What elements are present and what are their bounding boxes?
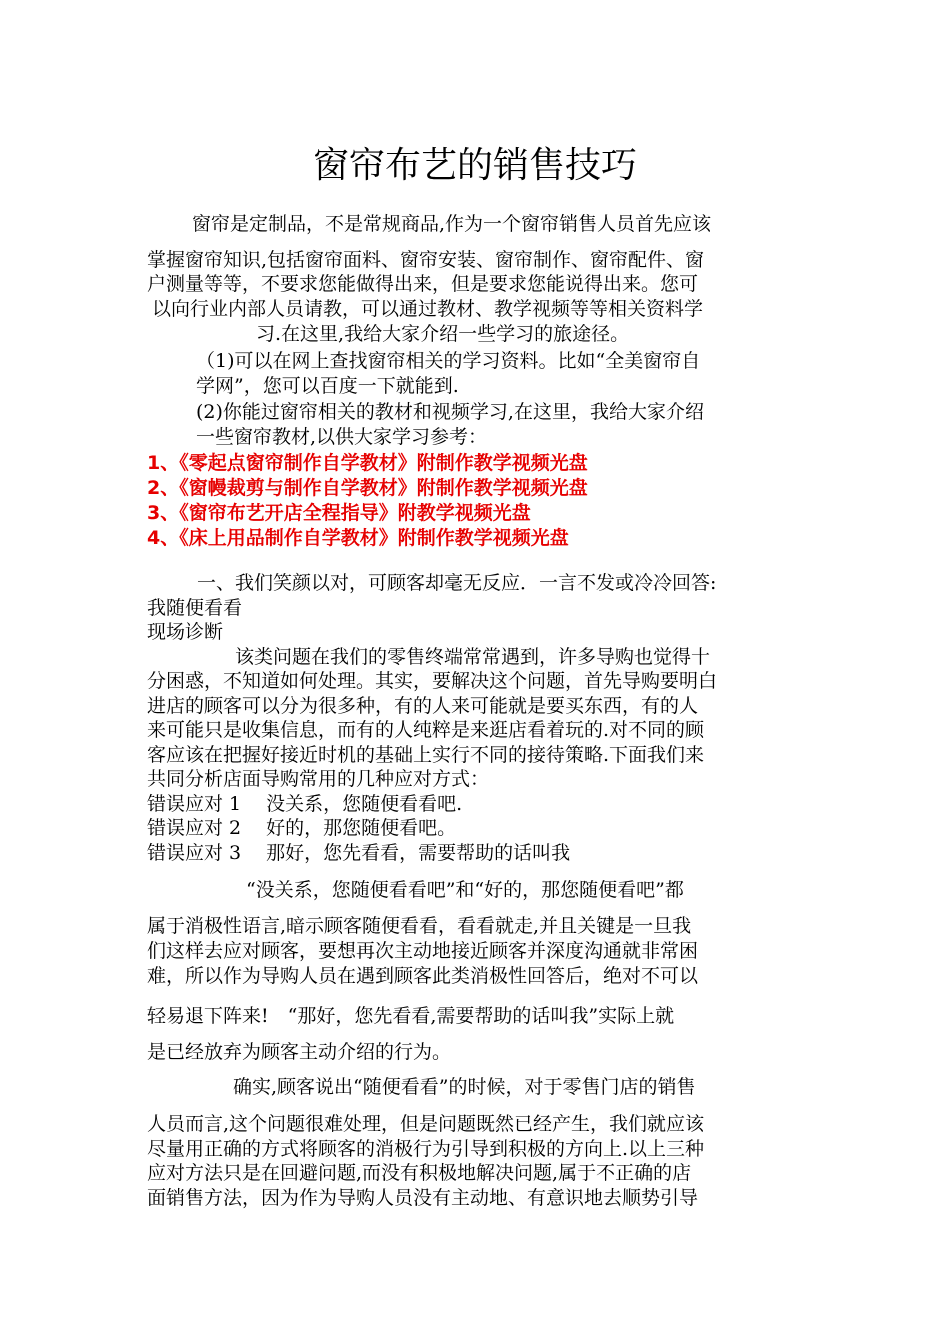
intro-line: 掌握窗帘知识,包括窗帘面料、窗帘安装、窗帘制作、窗帘配件、窗 <box>147 249 705 271</box>
book-item: 2、《窗幔裁剪与制作自学教材》附制作教学视频光盘 <box>147 477 588 499</box>
conclusion-line: 确实,顾客说出“随便看看”的时候，对于零售门店的销售 <box>233 1076 696 1098</box>
method-line: 学网”，您可以百度一下就能到. <box>196 375 459 397</box>
analysis-line: 属于消极性语言,暗示顾客随便看看，看看就走,并且关键是一旦我 <box>147 915 692 937</box>
book-item: 1、《零起点窗帘制作自学教材》附制作教学视频光盘 <box>147 452 588 474</box>
method-line: （1)可以在网上查找窗帘相关的学习资料。比如“全美窗帘自 <box>196 350 701 372</box>
section1-line: 错误应对 3 那好，您先看看，需要帮助的话叫我 <box>147 842 571 864</box>
conclusion-line: 面销售方法，因为作为导购人员没有主动地、有意识地去顺势引导 <box>147 1187 699 1209</box>
conclusion-line: 人员而言,这个问题很难处理，但是问题既然已经产生，我们就应该 <box>147 1113 705 1135</box>
method-line: 一些窗帘教材,以供大家学习参考： <box>196 426 488 448</box>
analysis-line: 们这样去应对顾客，要想再次主动地接近顾客并深度沟通就非常困 <box>147 940 699 962</box>
intro-line: 窗帘是定制品，不是常规商品,作为一个窗帘销售人员首先应该 <box>192 213 712 235</box>
analysis-line: 是已经放弃为顾客主动介绍的行为。 <box>147 1041 452 1063</box>
section1-line: 该类问题在我们的零售终端常常遇到，许多导购也觉得十 <box>235 646 711 668</box>
section1-line: 共同分析店面导购常用的几种应对方式： <box>147 768 490 790</box>
conclusion-line: 尽量用正确的方式将顾客的消极行为引导到积极的方向上.以上三种 <box>147 1138 705 1160</box>
book-item: 4、《床上用品制作自学教材》附制作教学视频光盘 <box>147 527 569 549</box>
analysis-line: “没关系，您随便看看吧”和“好的，那您随便看吧”都 <box>246 879 684 901</box>
section1-line: 错误应对 2 好的，那您随便看吧。 <box>147 817 457 839</box>
analysis-line: 轻易退下阵来! “那好，您先看看,需要帮助的话叫我”实际上就 <box>147 1005 675 1027</box>
section1-line: 现场诊断 <box>147 621 224 643</box>
document-title: 窗帘布艺的销售技巧 <box>312 145 637 186</box>
book-item: 3、《窗帘布艺开店全程指导》附教学视频光盘 <box>147 502 531 524</box>
section1-line: 客应该在把握好接近时机的基础上实行不同的接待策略.下面我们来 <box>147 744 705 766</box>
section1-line: 分困惑，不知道如何处理。其实，要解决这个问题，首先导购要明白 <box>147 670 718 692</box>
intro-line: 习.在这里,我给大家介绍一些学习的旅途径。 <box>256 323 630 345</box>
section1-line: 我随便看看 <box>147 597 243 619</box>
section1-line: 错误应对 1 没关系，您随便看看吧. <box>147 793 463 815</box>
method-line: (2)你能过窗帘相关的教材和视频学习,在这里，我给大家介绍 <box>196 401 704 423</box>
intro-line: 以向行业内部人员请教，可以通过教材、教学视频等等相关资料学 <box>152 298 704 320</box>
intro-line: 户测量等等，不要求您能做得出来，但是要求您能说得出来。您可 <box>147 273 699 295</box>
section1-line: 来可能只是收集信息，而有的人纯粹是来逛店看着玩的.对不同的顾 <box>147 719 705 741</box>
section1-line: 一、我们笑颜以对，可顾客却毫无反应．一言不发或冷冷回答: <box>197 572 717 594</box>
section1-line: 进店的顾客可以分为很多种，有的人来可能就是要买东西，有的人 <box>147 695 699 717</box>
conclusion-line: 应对方法只是在回避问题,而没有积极地解决问题,属于不正确的店 <box>147 1162 692 1184</box>
analysis-line: 难，所以作为导购人员在遇到顾客此类消极性回答后，绝对不可以 <box>147 965 699 987</box>
